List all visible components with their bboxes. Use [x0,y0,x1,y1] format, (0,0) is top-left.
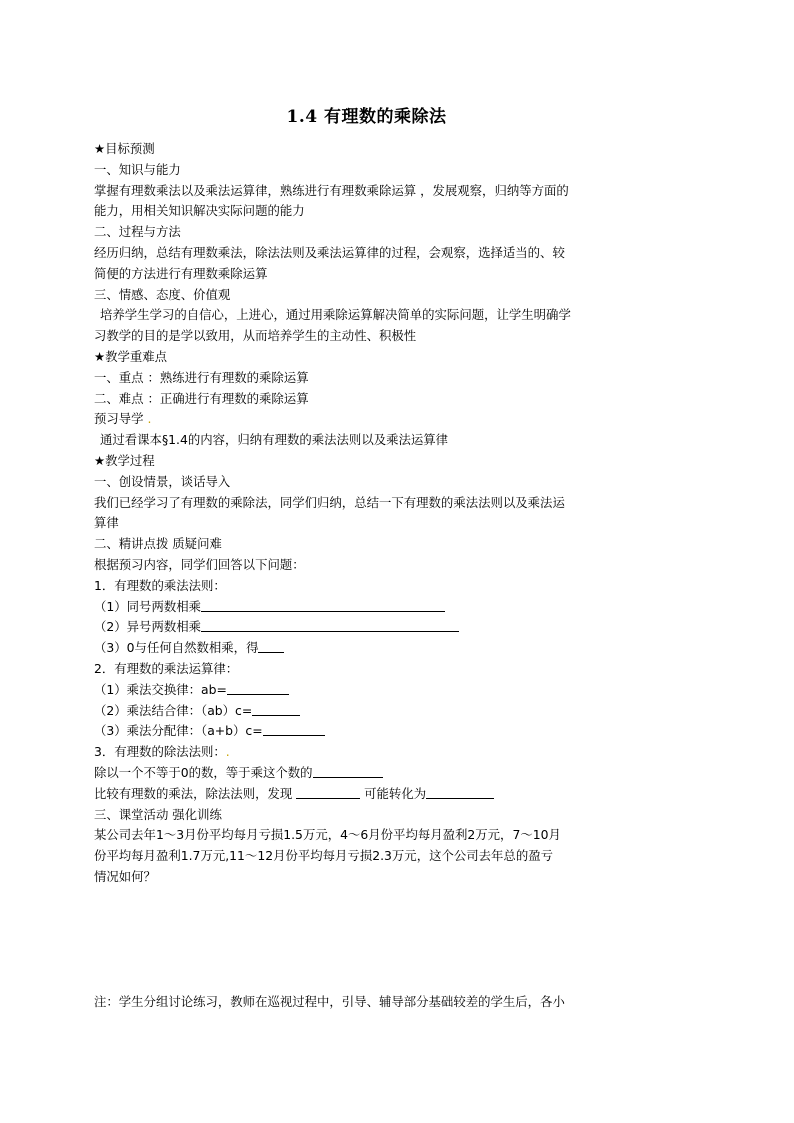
subheading: 一、知识与能力 [94,161,181,177]
fill-blank-line [94,597,639,618]
answer-blank [201,618,459,632]
answer-blank [426,785,494,799]
answer-blank [201,598,445,612]
preview-heading [94,409,639,430]
key-point: 一、重点 ：熟练进行有理数的乘除运算 [94,369,309,385]
fill-blank-line [94,638,639,659]
answer-blank [263,722,325,736]
paragraph-line: 简便的方法进行有理数乘除运算 [94,265,268,281]
fill-blank-label: （3）乘法分配律：（a+b）c= [94,723,263,739]
problem-line: 某公司去年1～3月份平均每月亏损1.5万元，4～6月份平均每月盈利2万元，7～10月 [94,827,561,843]
difficult-point: 二、难点 ：正确进行有理数的乘除运算 [94,390,309,406]
document-body [94,139,639,1012]
paragraph-line: 经历归纳，总结有理数乘法，除法法则及乘法运算律的过程，会观察，选择适当的、较 [94,244,565,260]
fill-blank-line [94,617,639,638]
section-heading: ★教学过程 [94,452,155,468]
paragraph-line: 算律 [94,515,119,531]
paragraph-line: 培养学生学习的自信心，上进心，通过用乘除运算解决简单的实际问题，让学生明确学 [100,307,571,323]
stray-dot: . [147,411,152,427]
problem-line: 份平均每月盈利1.7万元,11～12月份平均每月亏损2.3万元，这个公司去年总的盈亏 [94,848,553,864]
paragraph-line: 习教学的目的是学以致用，从而培养学生的主动性、积极性 [94,328,417,344]
paragraph-line: 能力，用相关知识解决实际问题的能力 [94,203,305,219]
question-heading-label: 3．有理数的除法法则： [94,744,226,760]
paragraph-line: 我们已经学习了有理数的乘除法，同学们归纳，总结一下有理数的乘法法则以及乘法运 [94,494,565,510]
subheading: 二、过程与方法 [94,224,181,240]
paragraph-line: 掌握有理数乘法以及乘法运算律，熟练进行有理数乘除运算 ，发展观察，归纳等方面的 [94,182,569,198]
note-line: 注：学生分组讨论练习，教师在巡视过程中，引导、辅导部分基础较差的学生后，各小 [94,993,565,1009]
subheading: 一、创设情景，谈话导入 [94,473,231,489]
subheading: 三、课堂活动 强化训练 [94,806,222,822]
document-page [94,0,639,1123]
answer-blank [227,681,289,695]
fill-blank-label: （1）同号两数相乘 [94,598,202,614]
fill-blank-label: （3）0与任何自然数相乘，得 [94,640,259,656]
subheading: 三、情感、态度、价值观 [94,286,231,302]
fill-blank-label: （1）乘法交换律：ab= [94,681,227,697]
preview-heading-label: 预习导学 [94,411,144,427]
fill-blank-label: 可能转化为 [360,785,427,801]
answer-blank [313,764,383,778]
page-title: 1.4 有理数的乘除法 [286,107,447,127]
fill-blank-label: 比较有理数的乘法，除法法则，发现 [94,785,297,801]
fill-blank-label: 除以一个不等于0的数，等于乘这个数的 [94,764,313,780]
fill-blank-line [94,680,639,701]
fill-blank-line [94,701,639,722]
question-heading: 2．有理数的乘法运算律： [94,660,239,676]
fill-blank-label: （2）乘法结合律：（ab）c= [94,702,253,718]
answer-blank [296,785,360,799]
subheading: 二、精讲点拨 质疑问难 [94,536,222,552]
question-heading: 1．有理数的乘法法则： [94,577,226,593]
paragraph-line: 通过看课本§1.4的内容，归纳有理数的乘法法则以及乘法运算律 [100,432,449,448]
paragraph-line: 根据预习内容，同学们回答以下问题： [94,556,305,572]
answer-blank [258,639,284,653]
section-heading: ★教学重难点 [94,348,168,364]
fill-blank-line [94,763,639,784]
section-heading: ★目标预测 [94,141,155,156]
fill-blank-line [94,721,639,742]
stray-dot: . [225,744,230,760]
fill-blank-line [94,784,639,805]
answer-space [94,888,639,992]
problem-line: 情况如何？ [94,868,156,884]
fill-blank-label: （2）异号两数相乘 [94,619,202,635]
answer-blank [252,702,300,716]
question-heading [94,742,639,763]
